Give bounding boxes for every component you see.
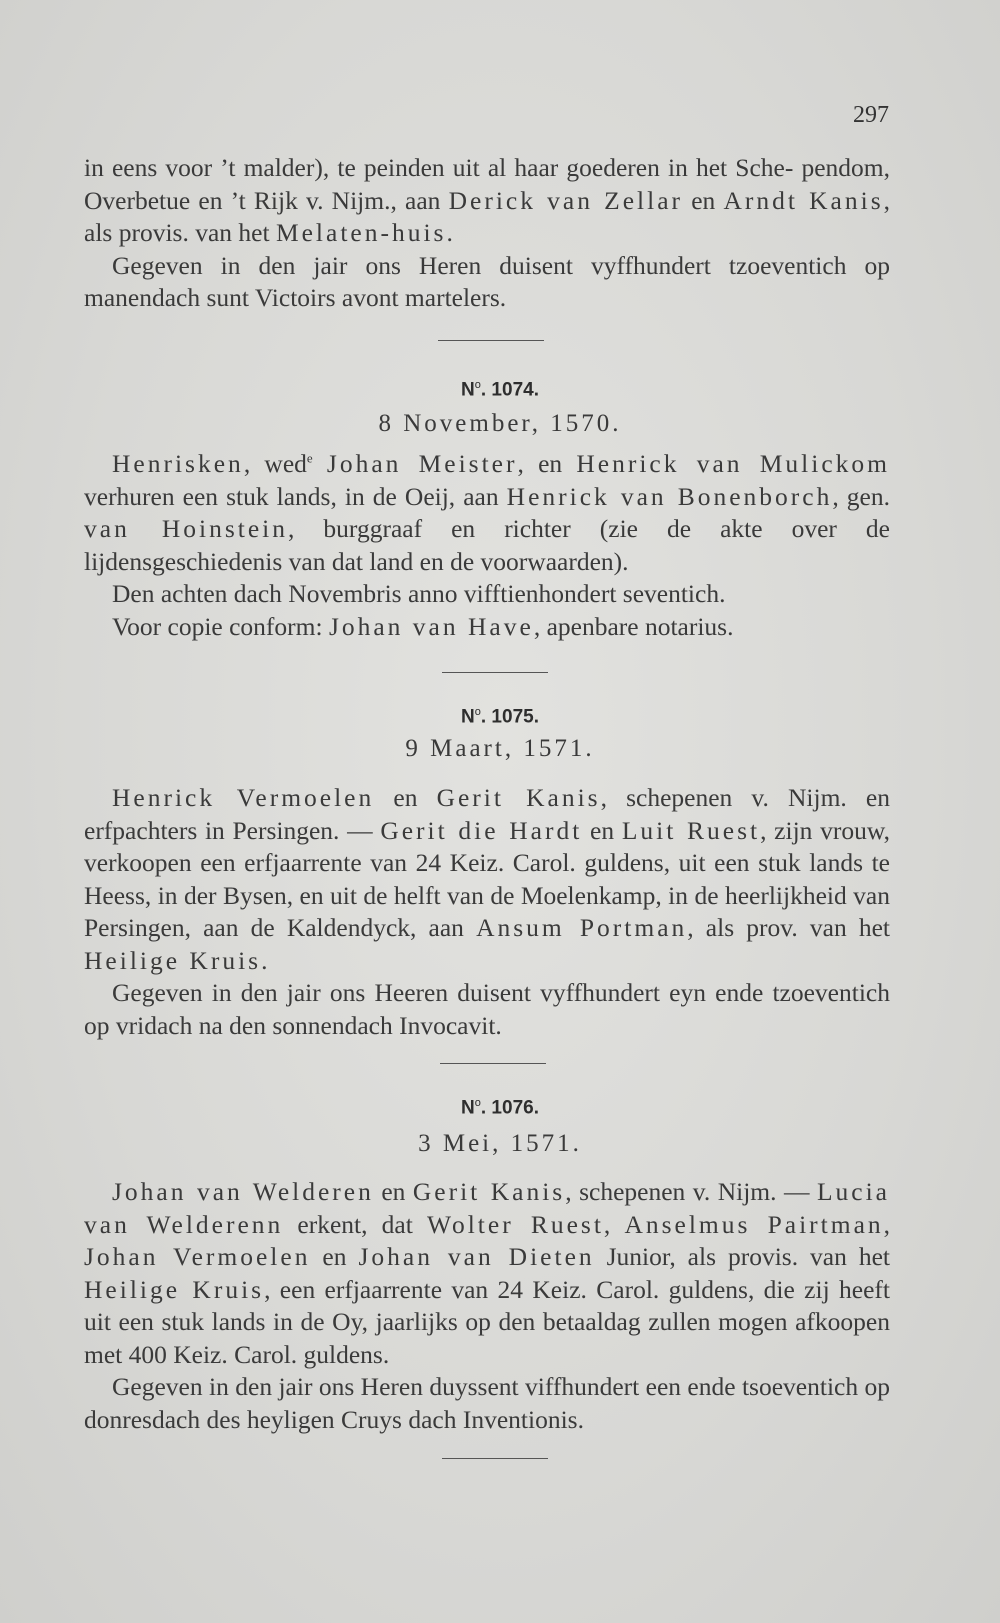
entry-number: $N^o$. 1076. xyxy=(461,1097,539,1119)
dating-paragraph: Den achten dach Novembris anno vifftienhondert seventich. xyxy=(112,579,726,608)
entry-body: Johan van Welderen en Gerit Kanis, schepenen v. Nijm. — Lucia van Welderenn erkent, dat Wolter Ruest, Anselmus Pairtman, Johan Vermoelen en Johan van Dieten Junior, als provis. van het Heilige Kruis, een erfjaarrente van 24 Keiz. Carol. guldens, die zij heeft uit een stuk lands in de Oy, jaarlijks op den betaaldag zullen mogen afkoopen met 400 Keiz. Carol. guldens. xyxy=(84,1177,891,1369)
dating-paragraph: Gegeven in den jair ons Heeren duisent vyffhundert eyn ende tzoeventich op vridach na den sonnendach Invocavit. xyxy=(84,978,890,1040)
page-number: 297 xyxy=(853,102,889,128)
section-divider xyxy=(440,1063,546,1064)
dating-paragraph: Gegeven in den jair ons Heren duyssent viffhundert een ende tsoeventich op donresdach des heyligen Cruys dach Inventionis. xyxy=(84,1372,890,1434)
person-name: Derick van Zellar xyxy=(448,185,684,215)
entry-number: $N^o$. 1075. xyxy=(461,706,539,728)
entry-date: 3 Mei, 1571. xyxy=(418,1130,582,1157)
section-divider xyxy=(438,340,544,341)
dating-paragraph: Gegeven in den jair ons Heren duisent vyffhundert tzoeventich op manendach sunt Victoirs avont martelers. xyxy=(84,250,890,312)
entry-date: 9 Maart, 1571. xyxy=(405,735,595,762)
entry-1076-text xyxy=(84,1176,890,1436)
institution-name: Melaten-huis xyxy=(275,218,447,247)
entry-1074-text xyxy=(84,448,890,643)
continuation-text xyxy=(84,152,890,315)
entry-number: $N^o$. 1074. xyxy=(461,379,539,401)
entry-body: Henrisken, wed$^e$ Johan Meister, en Henrick van Mulickom verhuren een stuk lands, in de Oeij, aan Henrick van Bonenborch, gen. van Hoinstein, burggraaf en richter (zie de akte over de lijdensgeschiedenis van dat land en de voorwaarden). xyxy=(84,449,891,576)
continuation-paragraph: in eens voor ’t malder), te peinden uit al haar goederen in het Sche- pendom, Overbetue en ’t Rijk v. Nijm., aan Derick van Zellar en Arndt Kanis, als provis. van het Melaten-huis. xyxy=(84,153,891,247)
section-divider xyxy=(442,672,548,673)
entry-date: 8 November, 1570. xyxy=(378,410,622,437)
section-divider xyxy=(442,1458,548,1459)
entry-body: Henrick Vermoelen en Gerit Kanis, schepenen v. Nijm. en erfpachters in Persingen. — Gerit die Hardt en Luit Ruest, zijn vrouw, verkoopen een erfjaarrente van 24 Keiz. Carol. guldens, uit een stuk lands te Heess, in der Bysen, en uit de helft van de Moelenkamp, in de heerlijkheid van Persingen, aan de Kaldendyck, aan Ansum Portman, als prov. van het Heilige Kruis. xyxy=(84,783,890,975)
person-name: Arndt Kanis xyxy=(723,185,884,215)
notary-paragraph: Voor copie conform: Johan van Have, apenbare notarius. xyxy=(112,611,734,641)
entry-1075-text xyxy=(84,782,890,1042)
